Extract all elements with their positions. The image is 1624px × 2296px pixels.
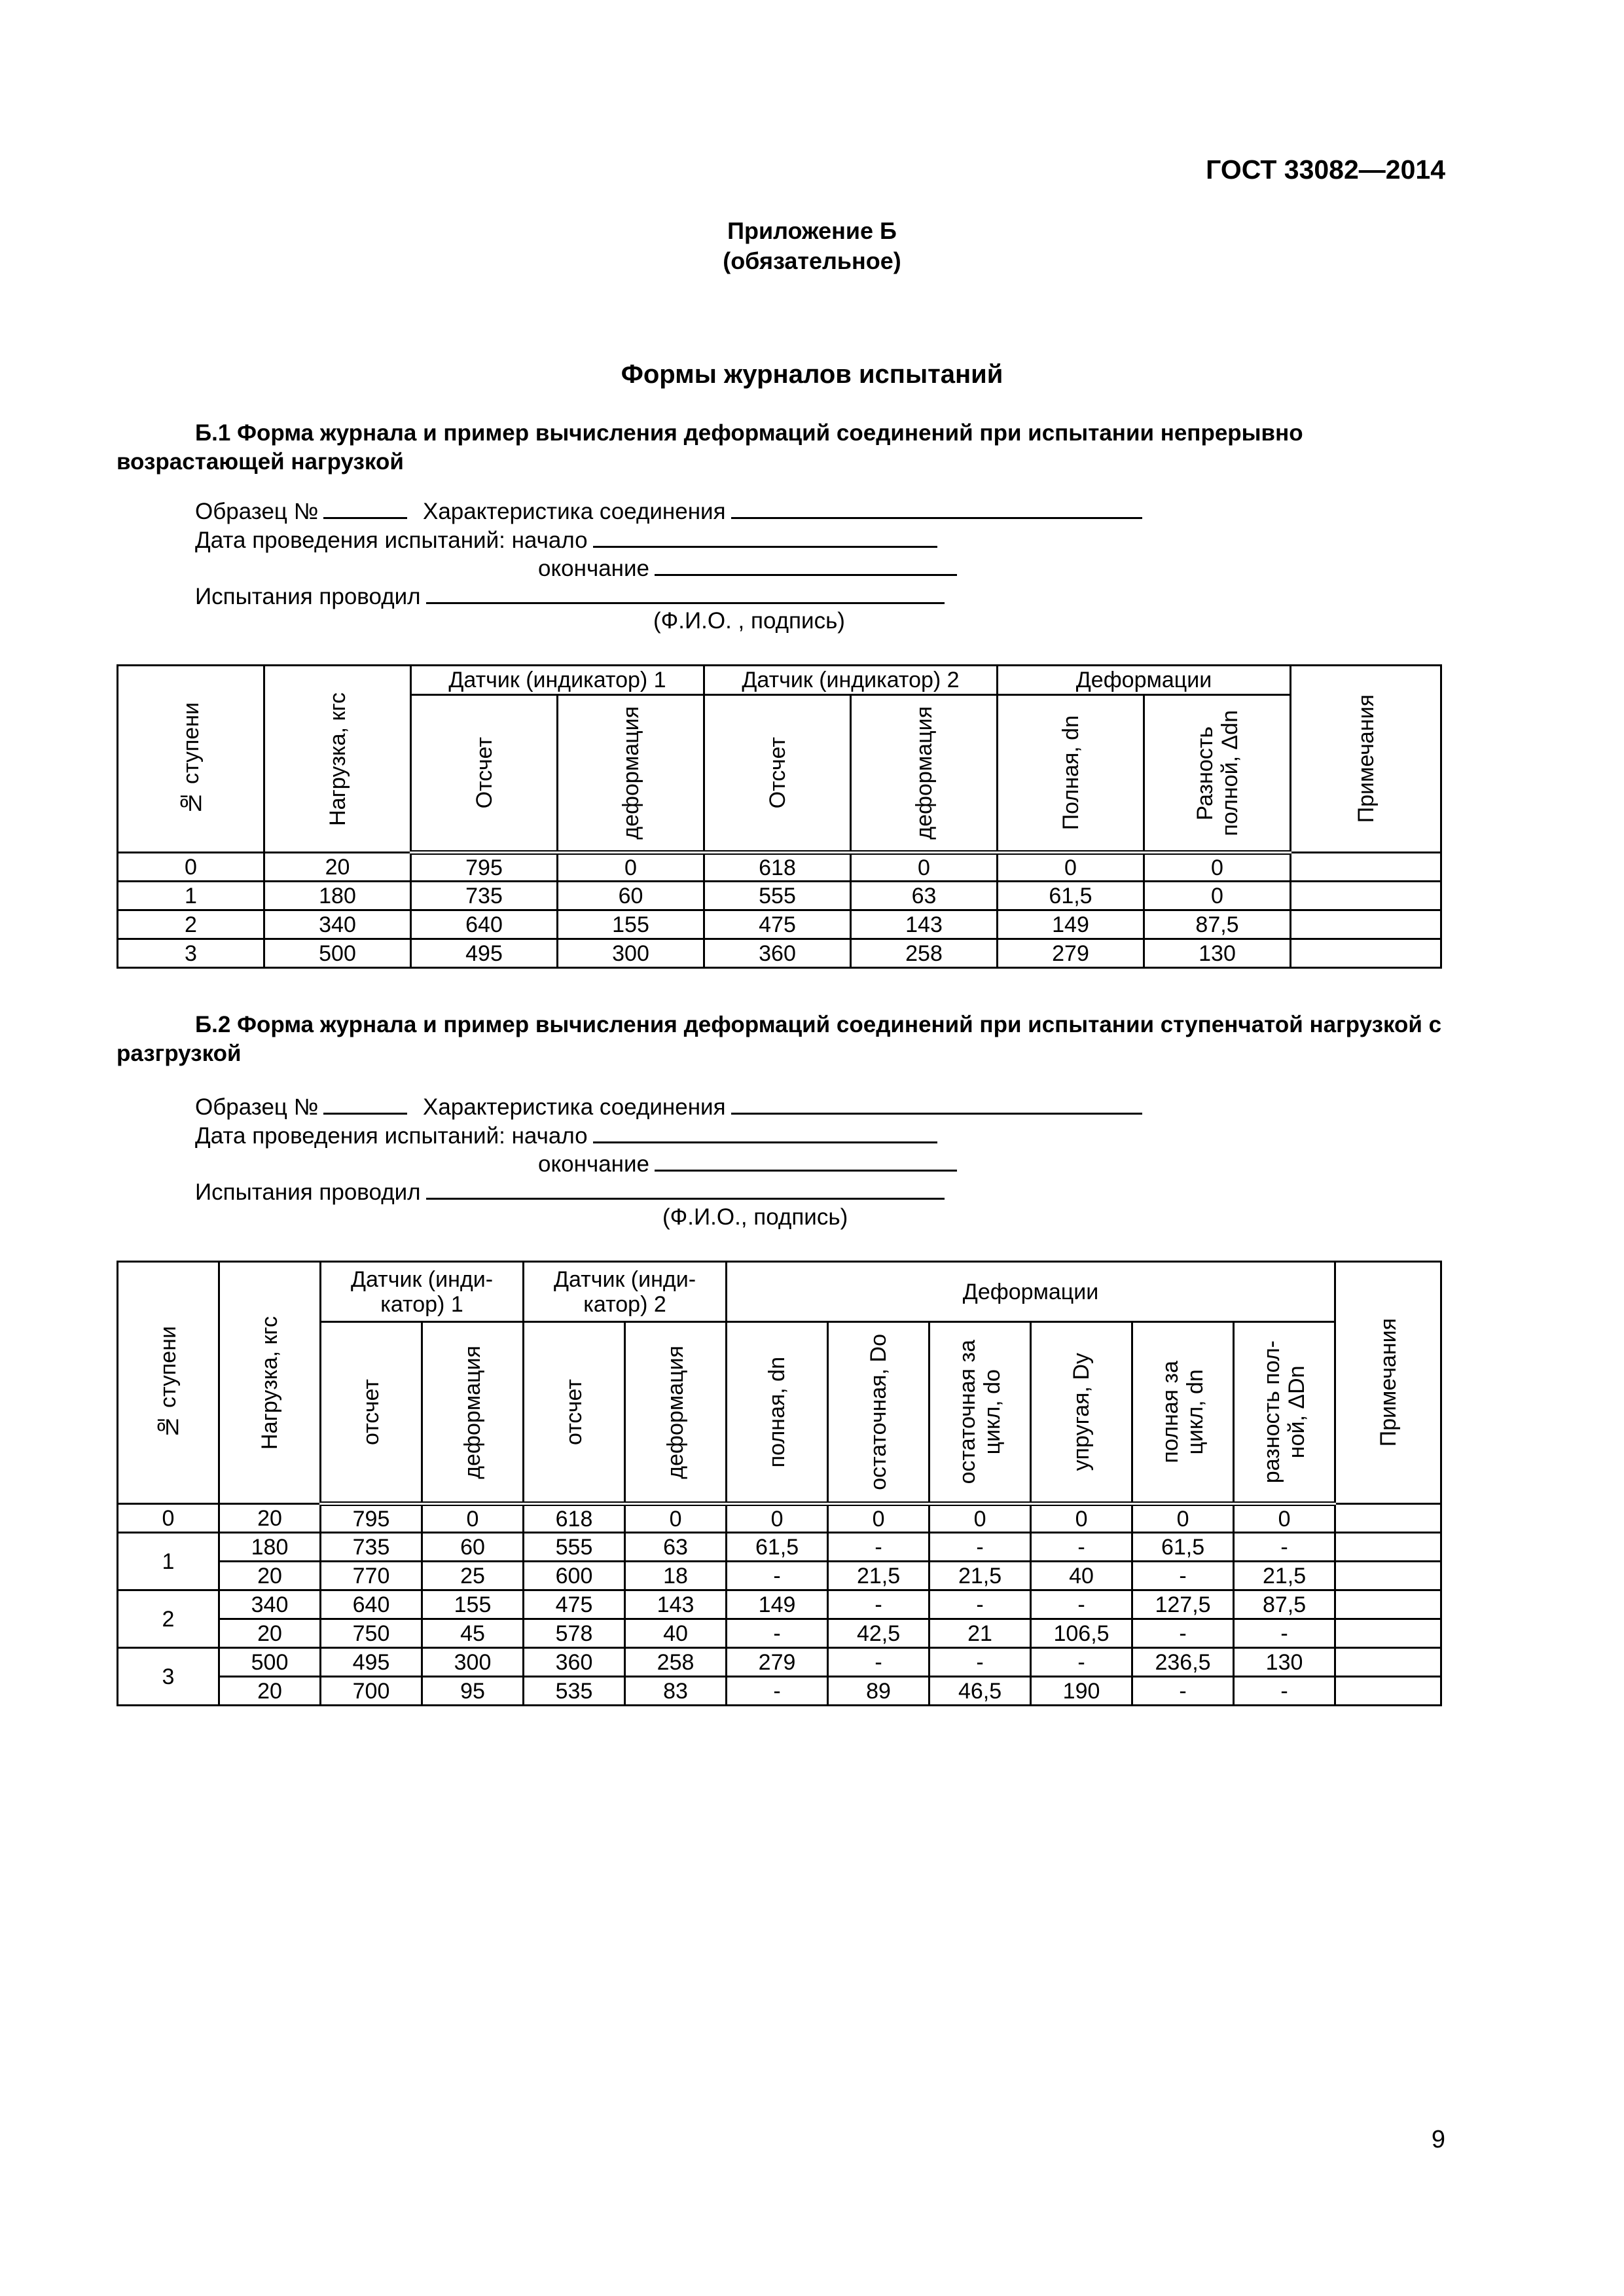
- table-cell: [1335, 1504, 1441, 1533]
- table-cell: -: [828, 1533, 929, 1562]
- header-elastic: упругая, Dy: [1031, 1322, 1132, 1504]
- table-cell: 20: [219, 1562, 321, 1590]
- date-end-field[interactable]: [655, 1147, 957, 1172]
- table-cell: [1335, 1590, 1441, 1619]
- table-cell: -: [727, 1677, 828, 1706]
- header-reading-1: отсчет: [321, 1322, 422, 1504]
- table-cell: 535: [524, 1677, 625, 1706]
- section2-tester-line: [195, 1175, 945, 1206]
- header-reading-2: отсчет: [524, 1322, 625, 1504]
- table-cell: 190: [1031, 1677, 1132, 1706]
- table-cell: 143: [851, 910, 998, 939]
- table-cell: 0: [1132, 1504, 1234, 1533]
- section2-sample-line: [195, 1090, 1142, 1121]
- table-cell: 500: [219, 1648, 321, 1677]
- table-cell: [1335, 1533, 1441, 1562]
- sample-label: Образец №: [195, 1094, 319, 1120]
- characteristic-label: Характеристика соединения: [422, 1094, 726, 1120]
- table-cell: 180: [264, 882, 411, 910]
- appendix-type: (обязательное): [723, 247, 901, 274]
- table-cell: 149: [998, 910, 1144, 939]
- table-cell: 130: [1144, 939, 1291, 968]
- table-cell: [1335, 1677, 1441, 1706]
- table-cell: 0: [422, 1504, 524, 1533]
- table-cell: [1335, 1562, 1441, 1590]
- date-end-field[interactable]: [655, 552, 957, 576]
- table-cell: 0: [118, 853, 264, 882]
- header-residual: остаточная, Do: [828, 1322, 929, 1504]
- table-cell: -: [929, 1590, 1031, 1619]
- header-deformation-1: деформация: [558, 694, 704, 852]
- table-row: [118, 1504, 1441, 1533]
- header-reading-1: Отсчет: [411, 694, 558, 852]
- table-cell: 640: [321, 1590, 422, 1619]
- table-row: [118, 1590, 1441, 1619]
- table-cell: -: [1234, 1677, 1335, 1706]
- section2-date-end-line: [538, 1147, 957, 1177]
- header-step: № ступени: [118, 1262, 219, 1504]
- header-step: № ступени: [118, 666, 264, 853]
- table-cell: 475: [524, 1590, 625, 1619]
- table-cell: 2: [118, 910, 264, 939]
- table-cell: 20: [219, 1619, 321, 1648]
- table-cell: [1291, 939, 1441, 968]
- table-cell: 21: [929, 1619, 1031, 1648]
- forms-title: Формы журналов испытаний: [621, 360, 1003, 389]
- table-cell: 155: [422, 1590, 524, 1619]
- table-cell: -: [1132, 1562, 1234, 1590]
- table-row: [118, 910, 1441, 939]
- date-start-label: Дата проведения испытаний: начало: [195, 1123, 588, 1149]
- page-number: 9: [1431, 2126, 1445, 2153]
- header-load: Нагрузка, кгс: [264, 666, 411, 853]
- sample-number-field[interactable]: [323, 1090, 407, 1115]
- header-deformations: Деформации: [998, 666, 1291, 695]
- table-cell: -: [929, 1533, 1031, 1562]
- table-cell: 63: [625, 1533, 727, 1562]
- tester-field[interactable]: [426, 1175, 945, 1200]
- header-notes: Примечания: [1335, 1262, 1441, 1504]
- table-cell: 0: [1144, 853, 1291, 882]
- table-cell: 21,5: [828, 1562, 929, 1590]
- header-sensor1: Датчик (инди- катор) 1: [321, 1262, 524, 1322]
- table-row: [118, 1677, 1441, 1706]
- table-cell: 87,5: [1234, 1590, 1335, 1619]
- table-cell: 20: [219, 1677, 321, 1706]
- date-end-label: окончание: [538, 1151, 650, 1177]
- table-cell: 475: [704, 910, 851, 939]
- table-cell: 300: [558, 939, 704, 968]
- table-cell: 750: [321, 1619, 422, 1648]
- date-end-label: окончание: [538, 556, 650, 581]
- table-cell: -: [1031, 1533, 1132, 1562]
- table-cell: 127,5: [1132, 1590, 1234, 1619]
- section2-title: Б.2 Форма журнала и пример вычисления деформаций соединений при испытании ступенчатой нагрузкой с разгрузкой: [117, 1012, 1442, 1066]
- header-deformations: Деформации: [727, 1262, 1335, 1322]
- header-full: полная, dn: [727, 1322, 828, 1504]
- characteristic-field[interactable]: [731, 1090, 1142, 1115]
- appendix-title: Приложение Б: [727, 217, 897, 244]
- sample-label: Образец №: [195, 499, 319, 524]
- table-cell: 155: [558, 910, 704, 939]
- date-start-field[interactable]: [593, 524, 937, 548]
- table-cell: -: [727, 1619, 828, 1648]
- table-cell: 340: [219, 1590, 321, 1619]
- section1-tester-line: [195, 580, 945, 610]
- table-cell: 279: [998, 939, 1144, 968]
- table-cell: 20: [219, 1504, 321, 1533]
- table-cell: 795: [411, 853, 558, 882]
- section2-date-start-line: [195, 1119, 937, 1149]
- table-row: [118, 1648, 1441, 1677]
- table-cell: 360: [524, 1648, 625, 1677]
- table-cell: 45: [422, 1619, 524, 1648]
- table-cell: 60: [558, 882, 704, 910]
- table-cell: 18: [625, 1562, 727, 1590]
- section1-sample-line: [195, 495, 1142, 525]
- header-difference: разность пол- ной, ΔDn: [1234, 1322, 1335, 1504]
- header-notes: Примечания: [1291, 666, 1441, 853]
- table-cell: 500: [264, 939, 411, 968]
- table-row: [118, 1562, 1441, 1590]
- section1-title: Б.1 Форма журнала и пример вычисления деформаций соединений при испытании непрерывно возрастающей нагрузкой: [117, 420, 1303, 475]
- table-cell: -: [1031, 1648, 1132, 1677]
- table-cell: 795: [321, 1504, 422, 1533]
- table-cell: 0: [929, 1504, 1031, 1533]
- tester-label: Испытания проводил: [195, 584, 421, 609]
- table-cell: 340: [264, 910, 411, 939]
- table-cell: -: [828, 1648, 929, 1677]
- tester-field[interactable]: [426, 580, 945, 604]
- table-cell: 143: [625, 1590, 727, 1619]
- step-cell: 2: [118, 1590, 219, 1648]
- table-cell: 495: [321, 1648, 422, 1677]
- table-cell: 63: [851, 882, 998, 910]
- table-cell: 258: [625, 1648, 727, 1677]
- table-cell: -: [1234, 1533, 1335, 1562]
- table-cell: 87,5: [1144, 910, 1291, 939]
- signature-caption: (Ф.И.О., подпись): [662, 1204, 848, 1230]
- table-cell: 40: [625, 1619, 727, 1648]
- table-cell: 61,5: [998, 882, 1144, 910]
- table-row: [118, 1619, 1441, 1648]
- header-sensor2: Датчик (инди- катор) 2: [524, 1262, 727, 1322]
- table-cell: -: [929, 1648, 1031, 1677]
- table-cell: 3: [118, 939, 264, 968]
- table-row: [118, 939, 1441, 968]
- table-cell: 83: [625, 1677, 727, 1706]
- header-full: Полная, dn: [998, 694, 1144, 852]
- standard-number: ГОСТ 33082—2014: [1206, 154, 1445, 185]
- header-difference: Разность полной, Δdn: [1144, 694, 1291, 852]
- table-cell: [1291, 853, 1441, 882]
- header-load: Нагрузка, кгс: [219, 1262, 321, 1504]
- table-cell: 20: [264, 853, 411, 882]
- table-cell: [1335, 1619, 1441, 1648]
- table-cell: 770: [321, 1562, 422, 1590]
- step-cell: 0: [118, 1504, 219, 1533]
- table-cell: 40: [1031, 1562, 1132, 1590]
- table-cell: 106,5: [1031, 1619, 1132, 1648]
- header-sensor2: Датчик (индикатор) 2: [704, 666, 998, 695]
- date-start-field[interactable]: [593, 1119, 937, 1143]
- signature-caption: (Ф.И.О. , подпись): [653, 608, 845, 634]
- table-cell: 236,5: [1132, 1648, 1234, 1677]
- table-cell: 700: [321, 1677, 422, 1706]
- table-cell: 61,5: [727, 1533, 828, 1562]
- header-reading-2: Отсчет: [704, 694, 851, 852]
- section2-table: [117, 1261, 1442, 1706]
- table-row: [118, 853, 1441, 882]
- characteristic-field[interactable]: [731, 495, 1142, 519]
- header-sensor1: Датчик (индикатор) 1: [411, 666, 704, 695]
- table-cell: 618: [704, 853, 851, 882]
- table-cell: 0: [1031, 1504, 1132, 1533]
- table-cell: 555: [704, 882, 851, 910]
- table-cell: -: [1132, 1619, 1234, 1648]
- table-cell: 0: [851, 853, 998, 882]
- table-cell: 640: [411, 910, 558, 939]
- table-cell: 95: [422, 1677, 524, 1706]
- table-cell: 25: [422, 1562, 524, 1590]
- table-cell: [1291, 882, 1441, 910]
- step-cell: 3: [118, 1648, 219, 1706]
- table-cell: 21,5: [1234, 1562, 1335, 1590]
- table-cell: [1335, 1648, 1441, 1677]
- table-cell: -: [1132, 1677, 1234, 1706]
- table-cell: -: [828, 1590, 929, 1619]
- header-deformation-1: деформация: [422, 1322, 524, 1504]
- header-full-cycle: полная за цикл, dn: [1132, 1322, 1234, 1504]
- table-cell: 0: [1144, 882, 1291, 910]
- table-cell: 555: [524, 1533, 625, 1562]
- table-cell: 578: [524, 1619, 625, 1648]
- table-cell: -: [1234, 1619, 1335, 1648]
- table-cell: -: [727, 1562, 828, 1590]
- header-residual-cycle: остаточная за цикл, do: [929, 1322, 1031, 1504]
- section1-date-end-line: [538, 552, 957, 582]
- table-cell: 21,5: [929, 1562, 1031, 1590]
- table-cell: 149: [727, 1590, 828, 1619]
- table-cell: 180: [219, 1533, 321, 1562]
- header-deformation-2: деформация: [851, 694, 998, 852]
- table-cell: [1291, 910, 1441, 939]
- table-cell: 0: [558, 853, 704, 882]
- table-cell: 600: [524, 1562, 625, 1590]
- table-cell: -: [1031, 1590, 1132, 1619]
- table-cell: 258: [851, 939, 998, 968]
- characteristic-label: Характеристика соединения: [422, 499, 726, 524]
- table-cell: 61,5: [1132, 1533, 1234, 1562]
- table-cell: 495: [411, 939, 558, 968]
- section1-table: [117, 664, 1442, 969]
- table-cell: 300: [422, 1648, 524, 1677]
- table-cell: 60: [422, 1533, 524, 1562]
- table-row: [118, 882, 1441, 910]
- table-cell: 279: [727, 1648, 828, 1677]
- table-cell: 0: [998, 853, 1144, 882]
- table-cell: 735: [321, 1533, 422, 1562]
- table-cell: 735: [411, 882, 558, 910]
- table-row: [118, 1533, 1441, 1562]
- section1-date-start-line: [195, 524, 937, 554]
- table-cell: 0: [727, 1504, 828, 1533]
- appendix-heading: [0, 216, 1624, 276]
- table-cell: 0: [828, 1504, 929, 1533]
- date-start-label: Дата проведения испытаний: начало: [195, 528, 588, 553]
- step-cell: 1: [118, 1533, 219, 1590]
- table-cell: 618: [524, 1504, 625, 1533]
- table-cell: 360: [704, 939, 851, 968]
- tester-label: Испытания проводил: [195, 1179, 421, 1205]
- table-cell: 0: [625, 1504, 727, 1533]
- table-cell: 1: [118, 882, 264, 910]
- table-cell: 42,5: [828, 1619, 929, 1648]
- header-deformation-2: деформация: [625, 1322, 727, 1504]
- table-cell: 0: [1234, 1504, 1335, 1533]
- table-cell: 130: [1234, 1648, 1335, 1677]
- sample-number-field[interactable]: [323, 495, 407, 519]
- table-cell: 46,5: [929, 1677, 1031, 1706]
- table-cell: 89: [828, 1677, 929, 1706]
